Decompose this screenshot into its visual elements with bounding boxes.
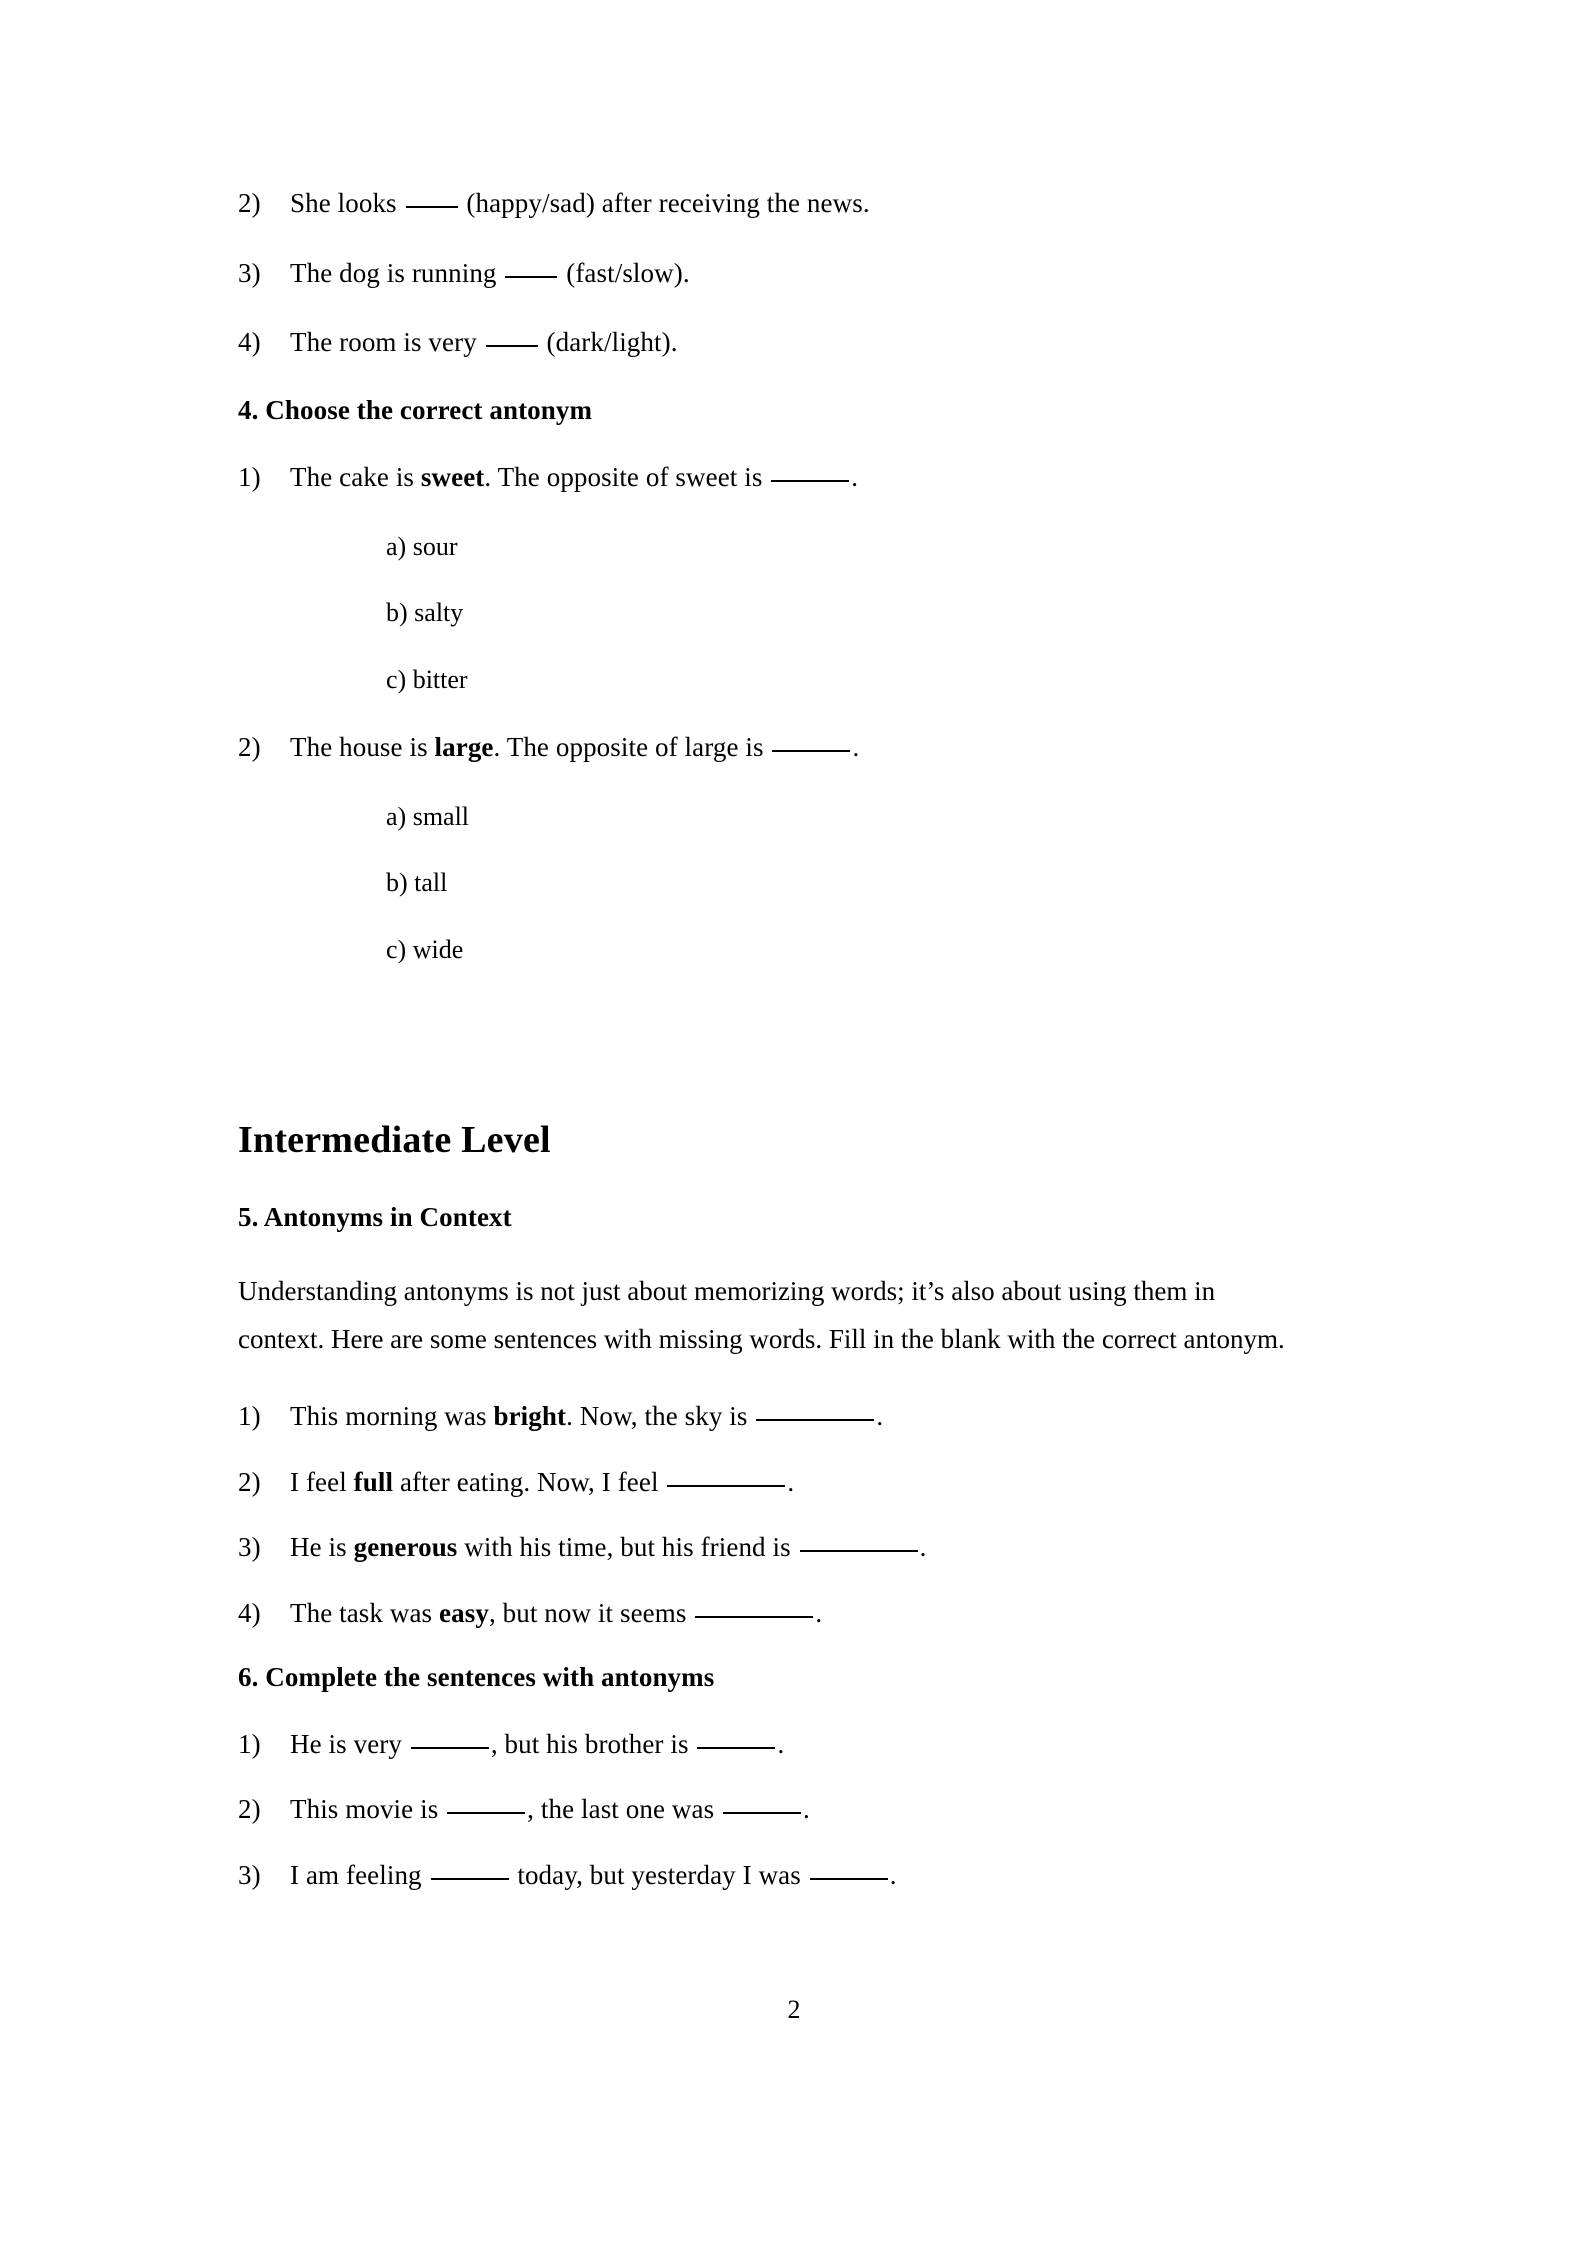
choice-option[interactable]: c) wide xyxy=(386,935,464,965)
item-number: 2) xyxy=(238,188,261,218)
list-item xyxy=(238,730,1310,766)
item-text-part2: , but his brother is xyxy=(490,1728,689,1759)
item-number: 4) xyxy=(238,327,261,358)
item-text-part3: . xyxy=(803,1794,810,1825)
question-prefix: The cake is xyxy=(290,461,415,492)
item-text xyxy=(290,460,1310,496)
item-number: 3) xyxy=(238,1532,261,1563)
item-text-before: She looks xyxy=(290,188,397,218)
item-text-after: (fast/slow). xyxy=(566,257,690,288)
item-text xyxy=(290,1399,1310,1435)
item-text xyxy=(290,186,1310,222)
list-item xyxy=(238,1530,1310,1566)
answer-blank[interactable] xyxy=(411,1747,489,1749)
answer-blank[interactable] xyxy=(723,1812,801,1814)
keyword-bold: full xyxy=(353,1466,394,1497)
item-number: 1) xyxy=(238,461,261,492)
item-number: 1) xyxy=(238,1728,261,1759)
answer-blank[interactable] xyxy=(431,1878,509,1880)
page-number: 2 xyxy=(787,1995,801,2024)
item-text-part1: I am feeling xyxy=(290,1859,422,1890)
item-text-part1: He is very xyxy=(290,1728,402,1759)
item-text xyxy=(290,256,1310,292)
keyword-bold: generous xyxy=(353,1532,458,1563)
item-number: 2) xyxy=(238,1466,261,1497)
choice-option[interactable]: b) tall xyxy=(386,868,448,898)
item-number: 2) xyxy=(238,731,261,762)
list-item xyxy=(238,460,1310,496)
item-text xyxy=(290,1858,1310,1894)
keyword-bold: large xyxy=(434,731,494,762)
level-heading: Intermediate Level xyxy=(238,1118,551,1161)
question-suffix: . xyxy=(852,731,860,762)
item-text-after: . xyxy=(919,1532,927,1563)
item-text-before: The task was xyxy=(290,1597,433,1628)
item-text-middle: with his time, but his friend is xyxy=(457,1532,791,1563)
list-item xyxy=(238,325,1310,361)
list-item xyxy=(238,1465,1310,1501)
list-item xyxy=(238,1792,1310,1828)
answer-blank[interactable] xyxy=(486,345,538,347)
item-text xyxy=(290,730,1310,766)
item-text-part2: today, but yesterday I was xyxy=(510,1859,801,1890)
question-middle: . The opposite of sweet is xyxy=(484,461,763,492)
choice-option[interactable]: b) salty xyxy=(386,598,464,628)
choice-option[interactable]: a) small xyxy=(386,801,470,831)
question-middle: . The opposite of large is xyxy=(493,731,764,762)
item-text-after: . xyxy=(787,1466,795,1497)
item-text-after: . xyxy=(815,1597,823,1628)
list-item xyxy=(238,1858,1310,1894)
answer-blank[interactable] xyxy=(810,1878,888,1880)
section-5-heading: 5. Antonyms in Context xyxy=(238,1201,512,1232)
item-text-middle: . Now, the sky is xyxy=(566,1401,748,1431)
item-number: 2) xyxy=(238,1794,261,1825)
item-text-middle: , but now it seems xyxy=(488,1597,687,1628)
item-text-middle: after eating. Now, I feel xyxy=(393,1466,659,1497)
continued-items-list xyxy=(238,186,1310,361)
answer-blank[interactable] xyxy=(756,1419,874,1421)
keyword-bold: easy xyxy=(439,1597,489,1628)
keyword-bold: bright xyxy=(493,1401,567,1431)
item-text-part3: . xyxy=(777,1728,785,1759)
answer-blank[interactable] xyxy=(667,1485,785,1487)
page-content xyxy=(238,186,1310,1923)
answer-blank[interactable] xyxy=(800,1550,918,1552)
list-item xyxy=(238,1399,1310,1435)
item-text xyxy=(290,1465,1310,1501)
list-item xyxy=(238,1727,1310,1763)
item-text-after: (dark/light). xyxy=(546,327,678,358)
item-text-before: The dog is running xyxy=(290,257,497,288)
choice-option[interactable]: a) sour xyxy=(386,531,458,561)
item-text-part1: This movie is xyxy=(290,1794,439,1825)
question-suffix: . xyxy=(851,461,859,492)
item-text-before: The room is very xyxy=(290,327,477,358)
section-6-heading: 6. Complete the sentences with antonyms xyxy=(238,1661,715,1692)
item-text xyxy=(290,1792,1310,1828)
item-text-before: He is xyxy=(290,1532,347,1563)
item-number: 3) xyxy=(238,257,261,288)
item-text xyxy=(290,1727,1310,1763)
section-spacer xyxy=(238,1000,1310,1118)
choice-option[interactable]: c) bitter xyxy=(386,665,468,695)
answer-blank[interactable] xyxy=(697,1747,775,1749)
answer-blank[interactable] xyxy=(695,1616,813,1618)
item-text-after: . xyxy=(876,1401,884,1431)
item-text xyxy=(290,1596,1310,1632)
item-text-part3: . xyxy=(889,1859,897,1890)
item-text-after: (happy/sad) after receiving the news. xyxy=(466,188,870,218)
item-text-part2: , the last one was xyxy=(527,1794,715,1825)
answer-blank[interactable] xyxy=(406,206,458,208)
answer-blank[interactable] xyxy=(505,276,557,278)
answer-blank[interactable] xyxy=(772,750,850,752)
section-4-heading: 4. Choose the correct antonym xyxy=(238,394,593,425)
item-number: 3) xyxy=(238,1859,261,1890)
answer-blank[interactable] xyxy=(771,480,849,482)
item-text-before: I feel xyxy=(290,1466,347,1497)
item-text-before: This morning was xyxy=(290,1401,487,1431)
list-item xyxy=(238,1596,1310,1632)
item-text xyxy=(290,325,1310,361)
section-5-paragraph: Understanding antonyms is not just about memorizing words; it’s also about using them in context. Here are some sentences with missing words. Fill in the blank with the correct antonym. xyxy=(238,1275,1285,1354)
item-number: 1) xyxy=(238,1401,261,1431)
question-prefix: The house is xyxy=(290,731,428,762)
keyword-bold: sweet xyxy=(420,461,485,492)
answer-blank[interactable] xyxy=(447,1812,525,1814)
item-text xyxy=(290,1530,1310,1566)
list-item xyxy=(238,186,1310,222)
item-number: 4) xyxy=(238,1597,261,1628)
list-item xyxy=(238,256,1310,292)
